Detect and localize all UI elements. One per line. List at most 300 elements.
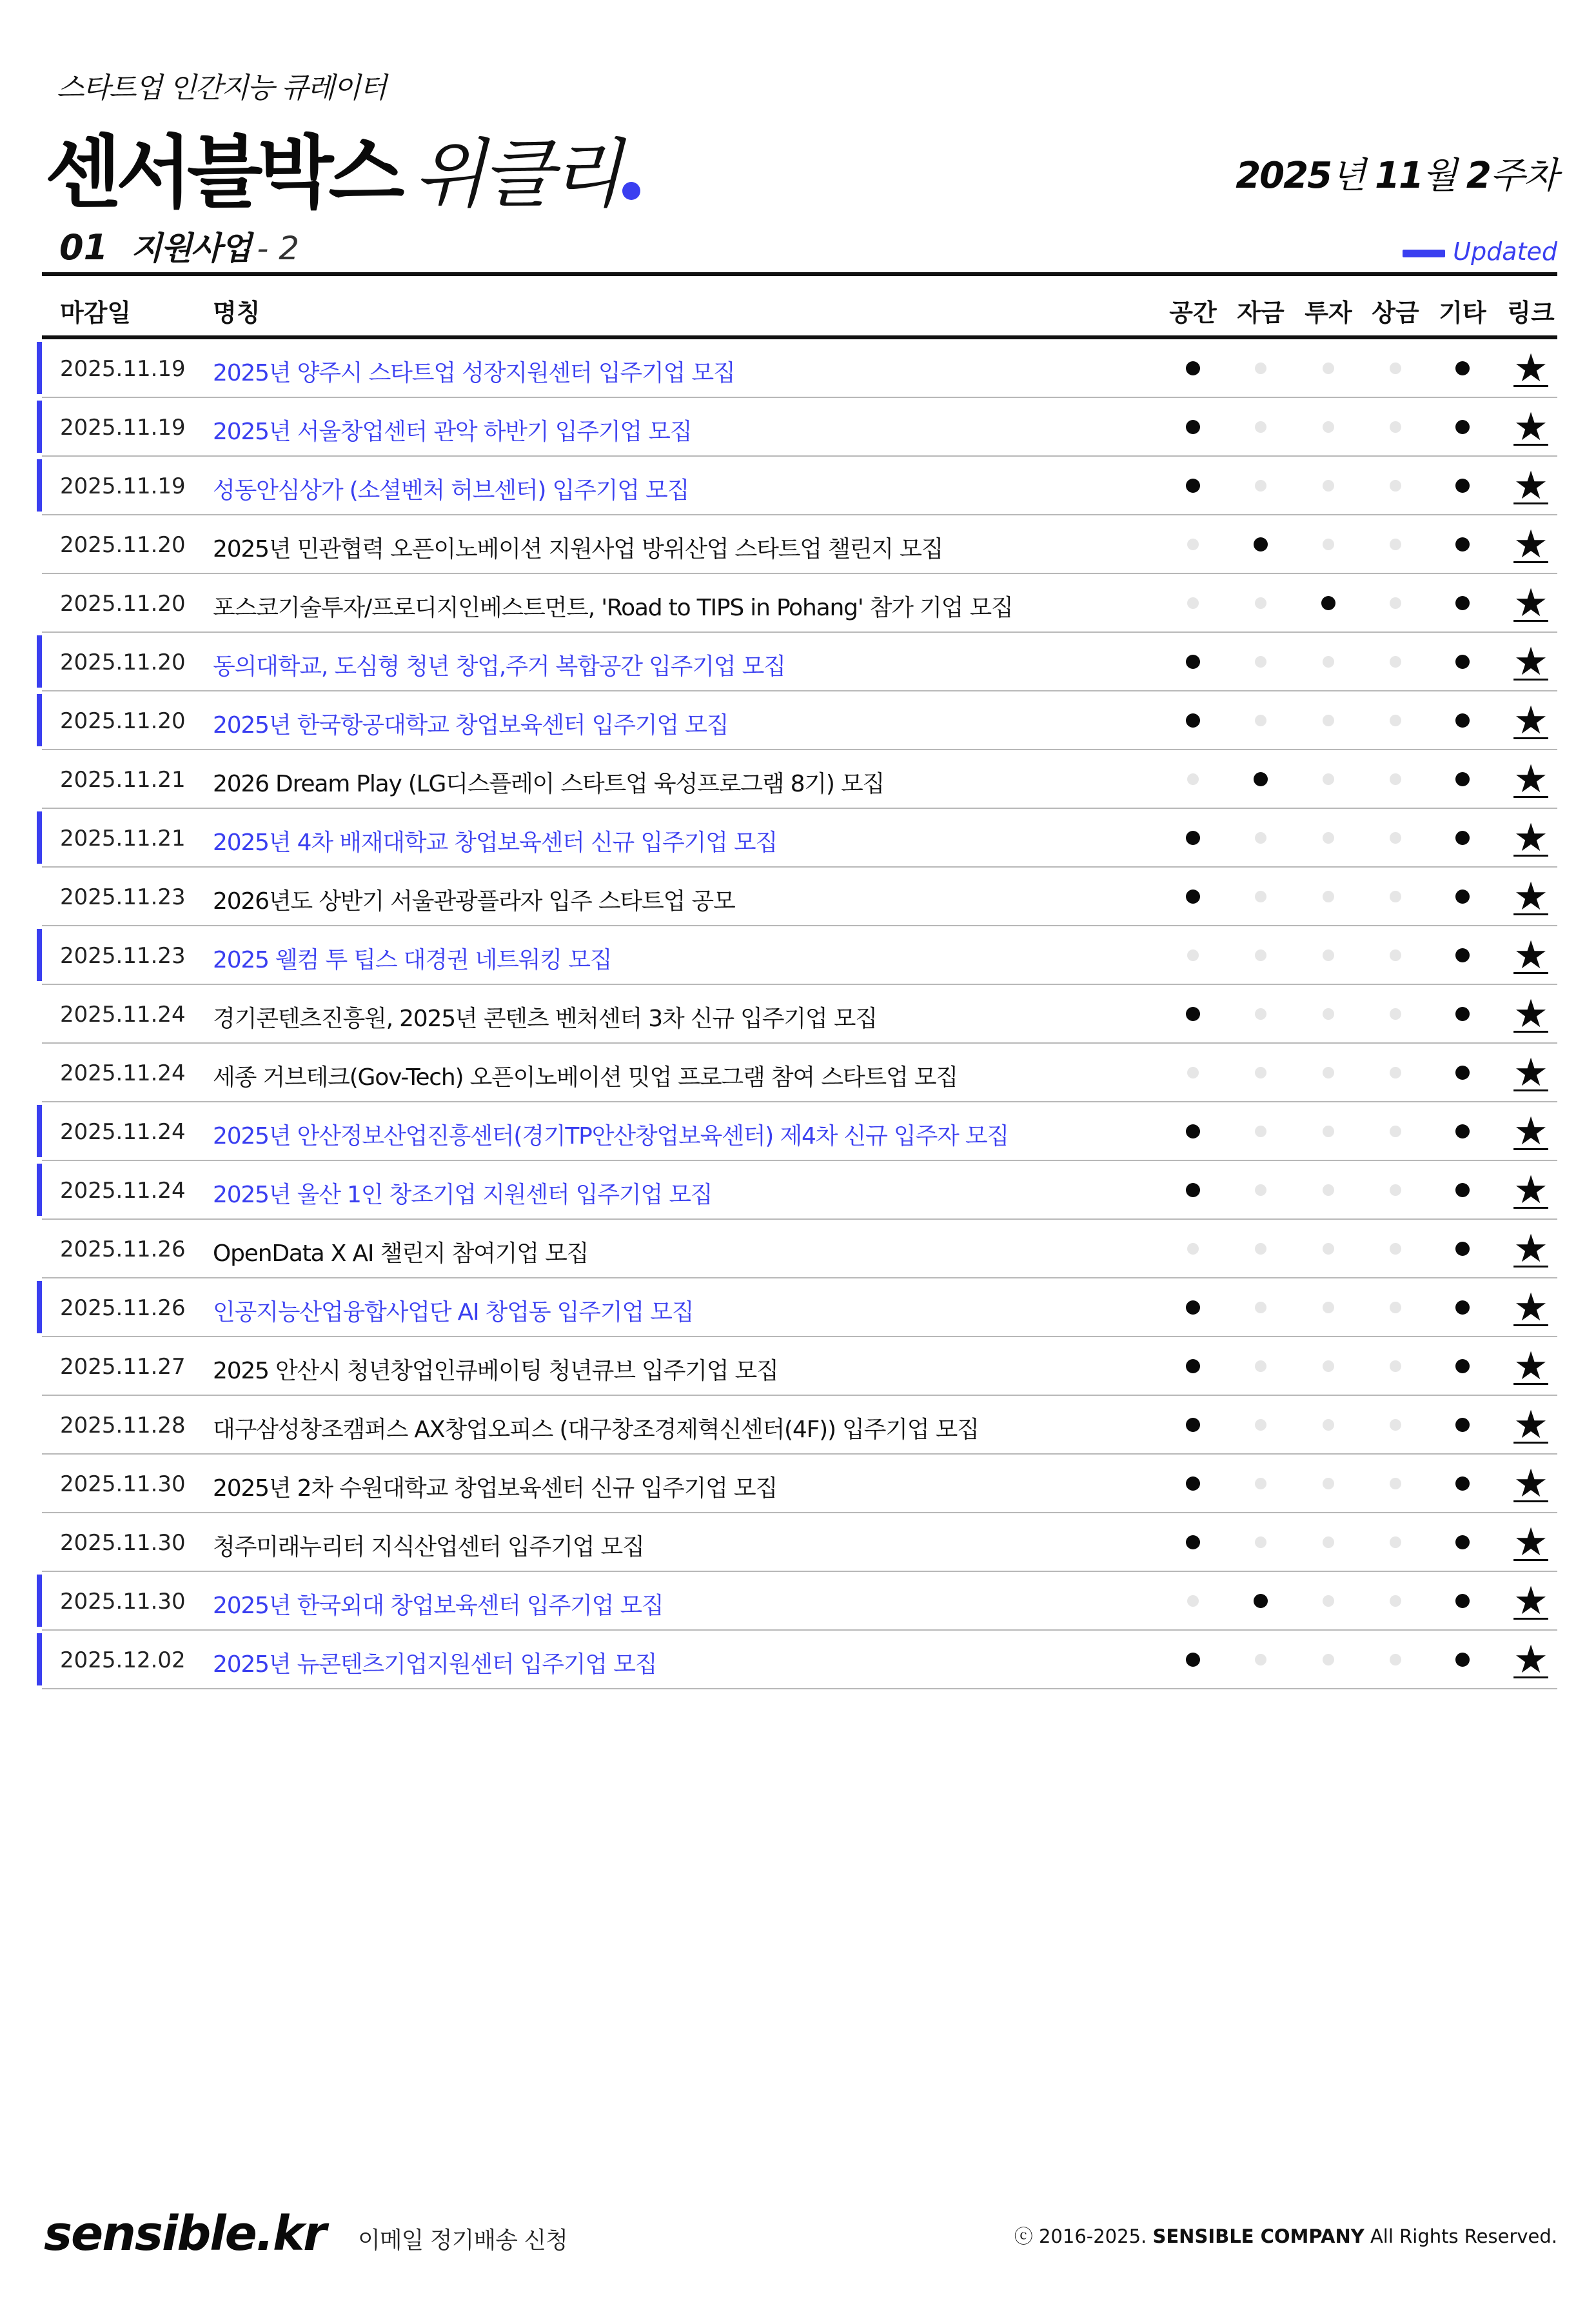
cell-space xyxy=(1159,398,1227,455)
cell-etc xyxy=(1429,926,1496,984)
updated-marker xyxy=(37,1164,42,1216)
empty-dot-icon xyxy=(1323,1478,1334,1489)
program-name: 2025년 2차 수원대학교 창업보육센터 신규 입주기업 모집 xyxy=(213,1475,778,1502)
cell-link xyxy=(1497,1278,1564,1336)
cell-prize xyxy=(1362,1161,1429,1218)
cell-fund xyxy=(1227,457,1294,514)
section-title: 지원사업 xyxy=(131,230,251,267)
deadline-date: 2025.11.23 xyxy=(60,943,186,969)
filled-dot-icon xyxy=(1254,1594,1268,1608)
deadline-date: 2025.11.21 xyxy=(60,767,186,793)
updated-legend xyxy=(1403,237,1557,266)
cell-invest xyxy=(1295,1455,1362,1512)
updated-marker xyxy=(37,635,42,688)
section-subtitle: - 2 xyxy=(257,230,300,267)
empty-dot-icon xyxy=(1323,949,1334,961)
table-row xyxy=(42,1044,1557,1102)
updated-marker xyxy=(37,342,42,394)
cell-fund xyxy=(1227,1220,1294,1277)
filled-dot-icon xyxy=(1455,1594,1470,1608)
star-link-icon[interactable]: ★ xyxy=(1513,1167,1548,1213)
cell-link xyxy=(1497,691,1564,749)
header-prize: 상금 xyxy=(1372,299,1419,327)
table-row xyxy=(42,1102,1557,1161)
cell-link xyxy=(1497,457,1564,514)
cell-space xyxy=(1159,1513,1227,1571)
star-link-icon[interactable]: ★ xyxy=(1513,462,1548,508)
cell-link xyxy=(1497,1513,1564,1571)
empty-dot-icon xyxy=(1323,421,1334,433)
cell-fund xyxy=(1227,515,1294,573)
empty-dot-icon xyxy=(1323,1536,1334,1548)
cell-link xyxy=(1497,1455,1564,1512)
cell-prize xyxy=(1362,515,1429,573)
updated-marker xyxy=(37,694,42,746)
cell-fund xyxy=(1227,1102,1294,1160)
program-name: 경기콘텐츠진흥원, 2025년 콘텐츠 벤처센터 3차 신규 입주기업 모집 xyxy=(213,1006,877,1032)
program-name: 2025년 한국외대 창업보육센터 입주기업 모집 xyxy=(213,1593,664,1619)
table-row xyxy=(42,457,1557,515)
empty-dot-icon xyxy=(1390,480,1401,492)
filled-dot-icon xyxy=(1186,1476,1200,1491)
table-row xyxy=(42,1220,1557,1278)
cell-etc xyxy=(1429,633,1496,690)
cell-etc xyxy=(1429,750,1496,808)
filled-dot-icon xyxy=(1186,831,1200,845)
filled-dot-icon xyxy=(1186,655,1200,669)
edition-month: 11 xyxy=(1374,155,1423,197)
filled-dot-icon xyxy=(1186,420,1200,434)
table-row xyxy=(42,574,1557,633)
cell-etc xyxy=(1429,1220,1496,1277)
cell-space xyxy=(1159,1220,1227,1277)
cell-link xyxy=(1497,1044,1564,1101)
filled-dot-icon xyxy=(1455,596,1470,610)
cell-invest xyxy=(1295,985,1362,1042)
star-link-icon[interactable]: ★ xyxy=(1513,1343,1548,1389)
star-link-icon[interactable]: ★ xyxy=(1513,1226,1548,1271)
star-link-icon[interactable]: ★ xyxy=(1513,815,1548,860)
star-link-icon[interactable]: ★ xyxy=(1513,345,1548,391)
star-link-icon[interactable]: ★ xyxy=(1513,873,1548,919)
empty-dot-icon xyxy=(1255,1302,1266,1313)
cell-invest xyxy=(1295,1161,1362,1218)
table-row xyxy=(42,1161,1557,1220)
updated-marker xyxy=(37,1575,42,1627)
table-row xyxy=(42,926,1557,985)
brand-name: 센서블박스 xyxy=(45,127,400,219)
empty-dot-icon xyxy=(1323,715,1334,726)
star-link-icon[interactable]: ★ xyxy=(1513,991,1548,1037)
cell-etc xyxy=(1429,1102,1496,1160)
cell-prize xyxy=(1362,1102,1429,1160)
star-link-icon[interactable]: ★ xyxy=(1513,697,1548,743)
cell-prize xyxy=(1362,1631,1429,1688)
cell-prize xyxy=(1362,868,1429,925)
filled-dot-icon xyxy=(1186,1359,1200,1373)
cell-invest xyxy=(1295,1337,1362,1395)
empty-dot-icon xyxy=(1390,656,1401,668)
empty-dot-icon xyxy=(1390,949,1401,961)
empty-dot-icon xyxy=(1390,539,1401,550)
filled-dot-icon xyxy=(1186,890,1200,904)
brand-dot-icon xyxy=(622,182,640,200)
empty-dot-icon xyxy=(1390,1595,1401,1607)
cell-space xyxy=(1159,633,1227,690)
cell-invest xyxy=(1295,515,1362,573)
cell-etc xyxy=(1429,1161,1496,1218)
empty-dot-icon xyxy=(1323,363,1334,374)
empty-dot-icon xyxy=(1255,1536,1266,1548)
cell-link xyxy=(1497,515,1564,573)
edition-year: 2025 xyxy=(1236,155,1332,197)
cell-space xyxy=(1159,1455,1227,1512)
empty-dot-icon xyxy=(1323,1595,1334,1607)
updated-marker xyxy=(37,1281,42,1333)
cell-invest xyxy=(1295,691,1362,749)
cell-link xyxy=(1497,633,1564,690)
filled-dot-icon xyxy=(1455,890,1470,904)
cell-invest xyxy=(1295,574,1362,631)
cell-link xyxy=(1497,574,1564,631)
empty-dot-icon xyxy=(1390,1536,1401,1548)
cell-fund xyxy=(1227,750,1294,808)
cell-fund xyxy=(1227,985,1294,1042)
cell-link xyxy=(1497,1631,1564,1688)
rights-text: All Rights Reserved. xyxy=(1370,2225,1557,2247)
filled-dot-icon xyxy=(1455,831,1470,845)
star-link-icon[interactable]: ★ xyxy=(1513,1284,1548,1330)
filled-dot-icon xyxy=(1186,1300,1200,1315)
star-link-icon[interactable]: ★ xyxy=(1513,1578,1548,1624)
cell-prize xyxy=(1362,339,1429,397)
empty-dot-icon xyxy=(1390,1184,1401,1196)
program-name: OpenData X AI 챌린지 참여기업 모집 xyxy=(213,1240,589,1267)
empty-dot-icon xyxy=(1390,363,1401,374)
star-link-icon[interactable]: ★ xyxy=(1513,1519,1548,1565)
cell-etc xyxy=(1429,398,1496,455)
cell-link xyxy=(1497,750,1564,808)
cell-fund xyxy=(1227,1161,1294,1218)
cell-space xyxy=(1159,1337,1227,1395)
deadline-date: 2025.11.26 xyxy=(60,1295,186,1321)
filled-dot-icon xyxy=(1455,479,1470,493)
filled-dot-icon xyxy=(1455,1300,1470,1315)
deadline-date: 2025.11.26 xyxy=(60,1237,186,1262)
subscribe-link[interactable]: 이메일 정기배송 신청 xyxy=(358,2227,567,2254)
star-link-icon[interactable]: ★ xyxy=(1513,1049,1548,1095)
cell-fund xyxy=(1227,868,1294,925)
cell-fund xyxy=(1227,1455,1294,1512)
table-row xyxy=(42,985,1557,1044)
cell-link xyxy=(1497,1396,1564,1453)
table-row xyxy=(42,1455,1557,1513)
cell-prize xyxy=(1362,985,1429,1042)
filled-dot-icon xyxy=(1455,1066,1470,1080)
filled-dot-icon xyxy=(1186,713,1200,728)
deadline-date: 2025.12.02 xyxy=(60,1647,186,1673)
footer-logo[interactable]: sensible.kr xyxy=(44,2206,326,2261)
table-row xyxy=(42,1631,1557,1689)
empty-dot-icon xyxy=(1187,949,1199,961)
brand-weekly: 위클리 xyxy=(413,131,619,218)
cell-invest xyxy=(1295,1513,1362,1571)
cell-prize xyxy=(1362,1455,1429,1512)
empty-dot-icon xyxy=(1255,1243,1266,1255)
edition-week: 2 xyxy=(1466,155,1490,197)
empty-dot-icon xyxy=(1390,597,1401,609)
cell-invest xyxy=(1295,750,1362,808)
program-name: 포스코기술투자/프로디지인베스트먼트, 'Road to TIPS in Pohang' 참가 기업 모집 xyxy=(213,595,1013,621)
table-row xyxy=(42,1278,1557,1337)
program-name: 성동안심상가 (소셜벤처 허브센터) 입주기업 모집 xyxy=(213,477,689,504)
empty-dot-icon xyxy=(1323,891,1334,902)
cell-etc xyxy=(1429,515,1496,573)
program-name: 2025년 울산 1인 창조기업 지원센터 입주기업 모집 xyxy=(213,1182,713,1208)
header-kicker: 스타트업 인간지능 큐레이터 xyxy=(57,72,386,104)
filled-dot-icon xyxy=(1455,772,1470,786)
filled-dot-icon xyxy=(1455,1124,1470,1138)
edition-label xyxy=(1236,147,1557,199)
header-space: 공간 xyxy=(1169,299,1217,327)
cell-invest xyxy=(1295,398,1362,455)
star-link-icon[interactable]: ★ xyxy=(1513,521,1548,567)
star-link-icon[interactable]: ★ xyxy=(1513,580,1548,626)
empty-dot-icon xyxy=(1255,1067,1266,1078)
section-heading xyxy=(59,223,299,269)
cell-invest xyxy=(1295,339,1362,397)
header-etc: 기타 xyxy=(1439,299,1486,327)
cell-space xyxy=(1159,750,1227,808)
empty-dot-icon xyxy=(1255,1654,1266,1665)
deadline-date: 2025.11.24 xyxy=(60,1119,186,1145)
cell-prize xyxy=(1362,1337,1429,1395)
filled-dot-icon xyxy=(1186,1183,1200,1197)
empty-dot-icon xyxy=(1390,421,1401,433)
cell-invest xyxy=(1295,1572,1362,1629)
empty-dot-icon xyxy=(1187,597,1199,609)
copyright-prefix: ⓒ 2016-2025. xyxy=(1014,2225,1147,2247)
table-row xyxy=(42,1337,1557,1396)
cell-space xyxy=(1159,926,1227,984)
empty-dot-icon xyxy=(1255,656,1266,668)
cell-space xyxy=(1159,809,1227,866)
empty-dot-icon xyxy=(1323,1654,1334,1665)
cell-space xyxy=(1159,1396,1227,1453)
empty-dot-icon xyxy=(1323,1302,1334,1313)
cell-link xyxy=(1497,1220,1564,1277)
cell-link xyxy=(1497,1572,1564,1629)
cell-fund xyxy=(1227,1631,1294,1688)
cell-space xyxy=(1159,868,1227,925)
cell-invest xyxy=(1295,1396,1362,1453)
filled-dot-icon xyxy=(1321,596,1335,610)
program-name: 2026 Dream Play (LG디스플레이 스타트업 육성프로그램 8기) 모집 xyxy=(213,771,885,797)
table-row xyxy=(42,515,1557,574)
cell-fund xyxy=(1227,1572,1294,1629)
cell-space xyxy=(1159,985,1227,1042)
cell-space xyxy=(1159,457,1227,514)
filled-dot-icon xyxy=(1455,1418,1470,1432)
cell-link xyxy=(1497,985,1564,1042)
cell-space xyxy=(1159,691,1227,749)
filled-dot-icon xyxy=(1254,537,1268,552)
cell-invest xyxy=(1295,868,1362,925)
cell-invest xyxy=(1295,1044,1362,1101)
deadline-date: 2025.11.19 xyxy=(60,415,186,441)
edition-month-suffix: 월 xyxy=(1422,155,1466,197)
updated-marker xyxy=(37,459,42,512)
cell-etc xyxy=(1429,1513,1496,1571)
cell-etc xyxy=(1429,574,1496,631)
deadline-date: 2025.11.21 xyxy=(60,826,186,851)
empty-dot-icon xyxy=(1390,1478,1401,1489)
empty-dot-icon xyxy=(1323,1184,1334,1196)
updated-marker xyxy=(37,1633,42,1685)
cell-invest xyxy=(1295,1631,1362,1688)
empty-dot-icon xyxy=(1390,1302,1401,1313)
empty-dot-icon xyxy=(1187,1243,1199,1255)
table-row xyxy=(42,809,1557,868)
empty-dot-icon xyxy=(1255,1008,1266,1020)
star-link-icon[interactable]: ★ xyxy=(1513,404,1548,450)
program-name: 2025 웰컴 투 팁스 대경권 네트워킹 모집 xyxy=(213,947,612,973)
program-name: 2025년 한국항공대학교 창업보육센터 입주기업 모집 xyxy=(213,712,729,739)
empty-dot-icon xyxy=(1255,597,1266,609)
deadline-date: 2025.11.24 xyxy=(60,1178,186,1204)
updated-bar-icon xyxy=(1403,250,1445,257)
filled-dot-icon xyxy=(1186,1653,1200,1667)
cell-link xyxy=(1497,1102,1564,1160)
cell-prize xyxy=(1362,574,1429,631)
cell-prize xyxy=(1362,1513,1429,1571)
deadline-date: 2025.11.20 xyxy=(60,591,186,617)
cell-invest xyxy=(1295,457,1362,514)
empty-dot-icon xyxy=(1255,1126,1266,1137)
empty-dot-icon xyxy=(1187,539,1199,550)
deadline-date: 2025.11.30 xyxy=(60,1589,186,1615)
empty-dot-icon xyxy=(1390,1067,1401,1078)
updated-marker xyxy=(37,929,42,981)
table-row xyxy=(42,633,1557,691)
cell-fund xyxy=(1227,1396,1294,1453)
cell-etc xyxy=(1429,1572,1496,1629)
empty-dot-icon xyxy=(1255,1478,1266,1489)
star-link-icon[interactable]: ★ xyxy=(1513,932,1548,978)
deadline-date: 2025.11.27 xyxy=(60,1354,186,1380)
table-row xyxy=(42,868,1557,926)
cell-prize xyxy=(1362,926,1429,984)
cell-invest xyxy=(1295,1278,1362,1336)
cell-etc xyxy=(1429,985,1496,1042)
cell-link xyxy=(1497,1161,1564,1218)
cell-prize xyxy=(1362,1278,1429,1336)
cell-fund xyxy=(1227,339,1294,397)
deadline-date: 2025.11.30 xyxy=(60,1530,186,1556)
deadline-date: 2025.11.23 xyxy=(60,884,186,910)
empty-dot-icon xyxy=(1323,539,1334,550)
cell-prize xyxy=(1362,691,1429,749)
star-link-icon[interactable]: ★ xyxy=(1513,1460,1548,1506)
empty-dot-icon xyxy=(1323,1126,1334,1137)
filled-dot-icon xyxy=(1186,1007,1200,1021)
empty-dot-icon xyxy=(1390,773,1401,785)
filled-dot-icon xyxy=(1455,1242,1470,1256)
cell-prize xyxy=(1362,809,1429,866)
filled-dot-icon xyxy=(1455,1359,1470,1373)
table-row xyxy=(42,750,1557,809)
header-date: 마감일 xyxy=(60,299,132,327)
empty-dot-icon xyxy=(1390,1008,1401,1020)
empty-dot-icon xyxy=(1187,773,1199,785)
filled-dot-icon xyxy=(1186,1418,1200,1432)
empty-dot-icon xyxy=(1390,715,1401,726)
table-row xyxy=(42,1513,1557,1572)
star-link-icon[interactable]: ★ xyxy=(1513,1402,1548,1447)
cell-link xyxy=(1497,926,1564,984)
table-body xyxy=(42,339,1557,1689)
empty-dot-icon xyxy=(1323,1008,1334,1020)
cell-etc xyxy=(1429,1278,1496,1336)
cell-prize xyxy=(1362,1220,1429,1277)
empty-dot-icon xyxy=(1323,832,1334,844)
star-link-icon[interactable]: ★ xyxy=(1513,1108,1548,1154)
cell-etc xyxy=(1429,339,1496,397)
updated-label: Updated xyxy=(1453,237,1557,266)
cell-fund xyxy=(1227,1044,1294,1101)
filled-dot-icon xyxy=(1455,1007,1470,1021)
cell-space xyxy=(1159,515,1227,573)
program-name: 2025년 민관협력 오픈이노베이션 지원사업 방위산업 스타트업 챌린지 모집 xyxy=(213,536,943,562)
empty-dot-icon xyxy=(1187,1067,1199,1078)
empty-dot-icon xyxy=(1390,832,1401,844)
cell-link xyxy=(1497,1337,1564,1395)
table-row xyxy=(42,339,1557,398)
program-name: 청주미래누리터 지식산업센터 입주기업 모집 xyxy=(213,1534,644,1560)
empty-dot-icon xyxy=(1255,891,1266,902)
header-name: 명칭 xyxy=(213,299,261,327)
cell-invest xyxy=(1295,809,1362,866)
program-name: 대구삼성창조캠퍼스 AX창업오피스 (대구창조경제혁신센터(4F)) 입주기업 모집 xyxy=(213,1416,979,1443)
header-fund: 자금 xyxy=(1237,299,1285,327)
filled-dot-icon xyxy=(1455,655,1470,669)
program-name: 2025년 양주시 스타트업 성장지원센터 입주기업 모집 xyxy=(213,360,735,386)
program-name: 세종 거브테크(Gov-Tech) 오픈이노베이션 밋업 프로그램 참여 스타트업 모집 xyxy=(213,1064,958,1091)
empty-dot-icon xyxy=(1255,949,1266,961)
cell-link xyxy=(1497,868,1564,925)
cell-etc xyxy=(1429,691,1496,749)
cell-fund xyxy=(1227,574,1294,631)
filled-dot-icon xyxy=(1455,1476,1470,1491)
program-name: 2025년 4차 배재대학교 창업보육센터 신규 입주기업 모집 xyxy=(213,830,778,856)
cell-invest xyxy=(1295,926,1362,984)
empty-dot-icon xyxy=(1255,1419,1266,1431)
cell-prize xyxy=(1362,1396,1429,1453)
empty-dot-icon xyxy=(1323,1360,1334,1372)
filled-dot-icon xyxy=(1455,537,1470,552)
star-link-icon[interactable]: ★ xyxy=(1513,1636,1548,1682)
empty-dot-icon xyxy=(1390,891,1401,902)
cell-etc xyxy=(1429,1396,1496,1453)
cell-space xyxy=(1159,1572,1227,1629)
star-link-icon[interactable]: ★ xyxy=(1513,756,1548,802)
cell-invest xyxy=(1295,633,1362,690)
cell-link xyxy=(1497,398,1564,455)
star-link-icon[interactable]: ★ xyxy=(1513,639,1548,684)
cell-etc xyxy=(1429,809,1496,866)
table-row xyxy=(42,1572,1557,1631)
brand-title xyxy=(45,110,640,223)
